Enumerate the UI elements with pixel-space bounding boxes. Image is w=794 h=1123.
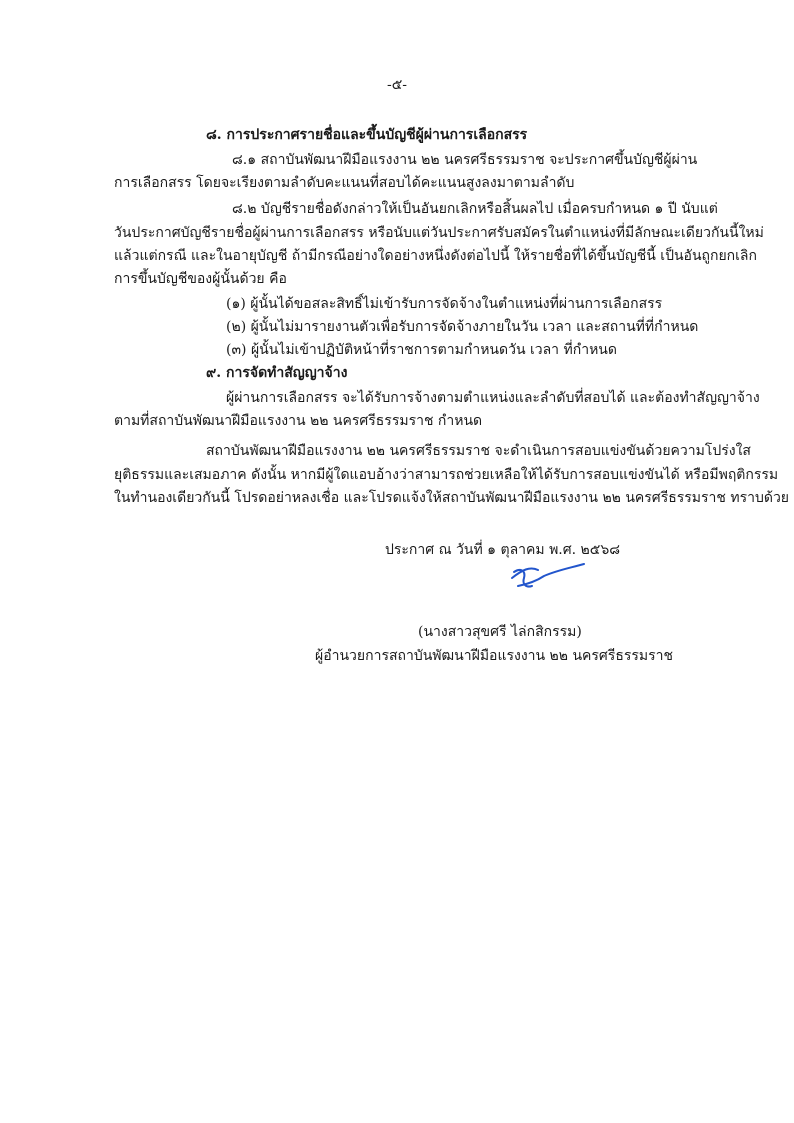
signatory-name: (นางสาวสุขศรี ไล่กสิกรรม)	[418, 624, 582, 640]
closing-line-2: ยุติธรรมและเสมอภาค ดังนั้น หากมีผู้ใดแอบอ้างว่าสามารถช่วยเหลือให้ได้รับการสอบแข่งขันได้ หรือมีพฤติกรรม	[114, 467, 779, 483]
section-8-heading: ๘. การประกาศรายชื่อและขึ้นบัญชีผู้ผ่านการเลือกสรร	[206, 127, 528, 143]
section-8-2-line-4: การขึ้นบัญชีของผู้นั้นด้วย คือ	[114, 271, 287, 287]
list-item-1: (๑) ผู้นั้นได้ขอสละสิทธิ์ไม่เข้ารับการจัดจ้างในตำแหน่งที่ผ่านการเลือกสรร	[226, 296, 663, 312]
signature-image	[508, 556, 588, 596]
section-9-heading: ๙. การจัดทำสัญญาจ้าง	[206, 365, 348, 381]
closing-line-1: สถาบันพัฒนาฝีมือแรงงาน ๒๒ นครศรีธรรมราช จะดำเนินการสอบแข่งขันด้วยความโปร่งใส	[206, 443, 751, 459]
page-number: -๕-	[386, 77, 408, 93]
list-item-3: (๓) ผู้นั้นไม่เข้าปฏิบัติหน้าที่ราชการตามกำหนดวัน เวลา ที่กำหนด	[226, 342, 617, 358]
closing-line-3: ในทำนองเดียวกันนี้ โปรดอย่าหลงเชื่อ และโปรดแจ้งให้สถาบันพัฒนาฝีมือแรงงาน ๒๒ นครศรีธรรมราช ทราบด้วย	[114, 490, 790, 506]
section-8-2-line-3: แล้วแต่กรณี และในอายุบัญชี ถ้ามีกรณีอย่างใดอย่างหนึ่งดังต่อไปนี้ ให้รายชื่อที่ได้ขึ้นบัญชีนี้ เป็นอันถูกยกเลิก	[114, 248, 757, 264]
section-8-2-line-2: วันประกาศบัญชีรายชื่อผู้ผ่านการเลือกสรร หรือนับแต่วันประกาศรับสมัครในตำแหน่งที่มีลักษณะเดียวกันนี้ใหม่	[114, 225, 764, 241]
section-9-line-2: ตามที่สถาบันพัฒนาฝีมือแรงงาน ๒๒ นครศรีธรรมราช กำหนด	[114, 413, 483, 429]
announcement-date: ประกาศ ณ วันที่ ๑ ตุลาคม พ.ศ. ๒๕๖๘	[385, 542, 621, 558]
list-item-2: (๒) ผู้นั้นไม่มารายงานตัวเพื่อรับการจัดจ้างภายในวัน เวลา และสถานที่ที่กำหนด	[226, 319, 699, 335]
section-9-line-1: ผู้ผ่านการเลือกสรร จะได้รับการจ้างตามตำแหน่งและลำดับที่สอบได้ และต้องทำสัญญาจ้าง	[226, 390, 760, 406]
section-8-1-line-1: ๘.๑ สถาบันพัฒนาฝีมือแรงงาน ๒๒ นครศรีธรรมราช จะประกาศขึ้นบัญชีผู้ผ่าน	[232, 152, 698, 168]
section-8-1-line-2: การเลือกสรร โดยจะเรียงตามลำดับคะแนนที่สอบได้คะแนนสูงลงมาตามลำดับ	[114, 175, 575, 191]
section-8-2-line-1: ๘.๒ บัญชีรายชื่อดังกล่าวให้เป็นอันยกเลิกหรือสิ้นผลไป เมื่อครบกำหนด ๑ ปี นับแต่	[232, 201, 718, 217]
signatory-position: ผู้อำนวยการสถาบันพัฒนาฝีมือแรงงาน ๒๒ นครศรีธรรมราช	[315, 648, 674, 664]
